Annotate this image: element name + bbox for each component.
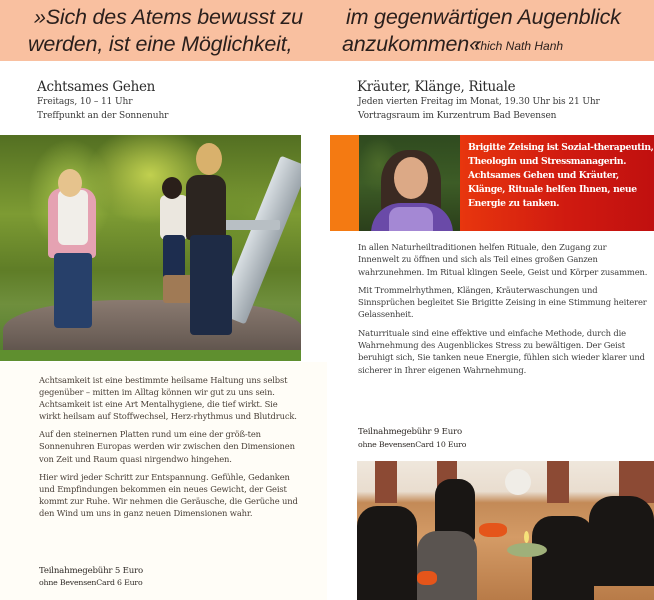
participant	[357, 506, 417, 600]
portrait-photo	[359, 135, 460, 231]
right-event-title: Kräuter, Klänge, Rituale	[357, 79, 516, 95]
person-figure	[58, 169, 82, 197]
quote-line-1: »Sich des Atems bewusst zu	[34, 5, 303, 29]
portrait-top	[389, 207, 433, 231]
right-event-fee-without-card: ohne BevensenCard 10 Euro	[358, 440, 467, 449]
grass	[0, 350, 301, 361]
quote-line-2: werden, ist eine Möglichkeit,	[28, 32, 293, 56]
meditation-cushion	[417, 571, 437, 585]
left-event-time: Freitags, 10 – 11 Uhr	[37, 97, 133, 107]
person-figure	[163, 275, 193, 303]
paragraph: Hier wird jeder Schritt zur Entspannung. Gefühle, Gedanken und Empfindungen bekommen ein neues Gewicht, der Geist kommt zur Ruhe. Wir nehmen die Geräusche, die Gerüche und den Wind um uns in ganz neuen Dimensionen wahr.	[39, 471, 298, 518]
person-figure	[196, 143, 222, 175]
bio-text: Brigitte Zeising ist Sozial-therapeutin, Theologin und Stressmanagerin. Achtsames Gehen und Kräuter, Klänge, Rituale helfen Ihnen, neue Energie zu tanken.	[468, 142, 654, 209]
brick-pillar	[547, 461, 569, 503]
left-event-description	[39, 374, 301, 525]
participant	[532, 516, 594, 600]
ritual-photo	[357, 461, 654, 600]
portrait-face	[394, 157, 428, 199]
person-figure	[190, 235, 232, 335]
brick-pillar	[375, 461, 397, 503]
participant	[417, 531, 477, 600]
left-event-fee: Teilnahmegebühr 5 Euro	[39, 566, 143, 576]
person-figure	[58, 190, 88, 245]
bio-box	[460, 135, 654, 231]
person-figure	[186, 175, 226, 240]
person-figure	[54, 253, 92, 328]
right-event-time: Jeden vierten Freitag im Monat, 19.30 Uhr bis 21 Uhr	[358, 97, 600, 107]
person-figure	[162, 177, 182, 199]
candle-wreath	[507, 543, 547, 557]
left-event-title: Achtsames Gehen	[37, 79, 156, 95]
quote-banner	[0, 0, 654, 61]
meditation-cushion	[479, 523, 507, 537]
walking-photo	[0, 135, 301, 361]
right-event-place: Vortragsraum im Kurzentrum Bad Bevensen	[358, 111, 557, 121]
paragraph: Auf den steinernen Platten rund um eine der größ-ten Sonnenuhren Europas werden wir zwischen den Dimensionen von Zeit und Raum quasi nirgendwo hingehen.	[39, 429, 295, 464]
orange-accent-bar	[330, 135, 359, 231]
person-figure	[163, 235, 185, 280]
left-event-fee-without-card: ohne BevensenCard 6 Euro	[39, 578, 143, 587]
right-event-fee: Teilnahmegebühr 9 Euro	[358, 427, 462, 437]
right-event-description	[358, 241, 648, 382]
frame-drum	[505, 469, 531, 495]
quote-author: Thich Nath Hanh	[473, 39, 564, 53]
participant	[589, 496, 654, 586]
left-event-place: Treffpunkt an der Sonnenuhr	[37, 111, 169, 121]
paragraph: In allen Naturheiltraditionen helfen Rituale, den Zugang zur Innenwelt zu öffnen und sich als Teil eines großen Ganzen wahrzunehmen. Im Ritual klingen Seele, Geist und Körper zusammen.	[358, 242, 648, 277]
paragraph: Naturrituale sind eine effektive und einfache Methode, durch die Wahrnehmung des Augenblickes Stress zu bewältigen. Der Geist beruhigt sich, Sie tanken neue Energie, fühlen sich wieder klarer und sicherer in Ihrer eigenen Wahrnehmung.	[358, 327, 645, 375]
quote-line-4: anzukommen«	[342, 32, 481, 56]
candle-flame	[524, 531, 529, 543]
paragraph: Achtsamkeit ist eine bestimmte heilsame Haltung uns selbst gegenüber – mitten im Alltag können wir gut zu uns sein. Achtsamkeit ist eine Art Mentalhygiene, die tief wirkt. Sie wirkt heilsam auf Stoffwechsel, Herz-rhythmus und Blutdruck.	[39, 375, 297, 422]
paragraph: Mit Trommelrhythmen, Klängen, Kräuterwaschungen und Sinnsprüchen begleitet Sie Brigitte Zeising in eine Stimmung heiterer Gelassenheit.	[358, 284, 647, 320]
quote-line-3: im gegenwärtigen Augenblick	[346, 5, 621, 29]
person-figure	[160, 195, 188, 240]
sundial-disc	[222, 220, 280, 230]
